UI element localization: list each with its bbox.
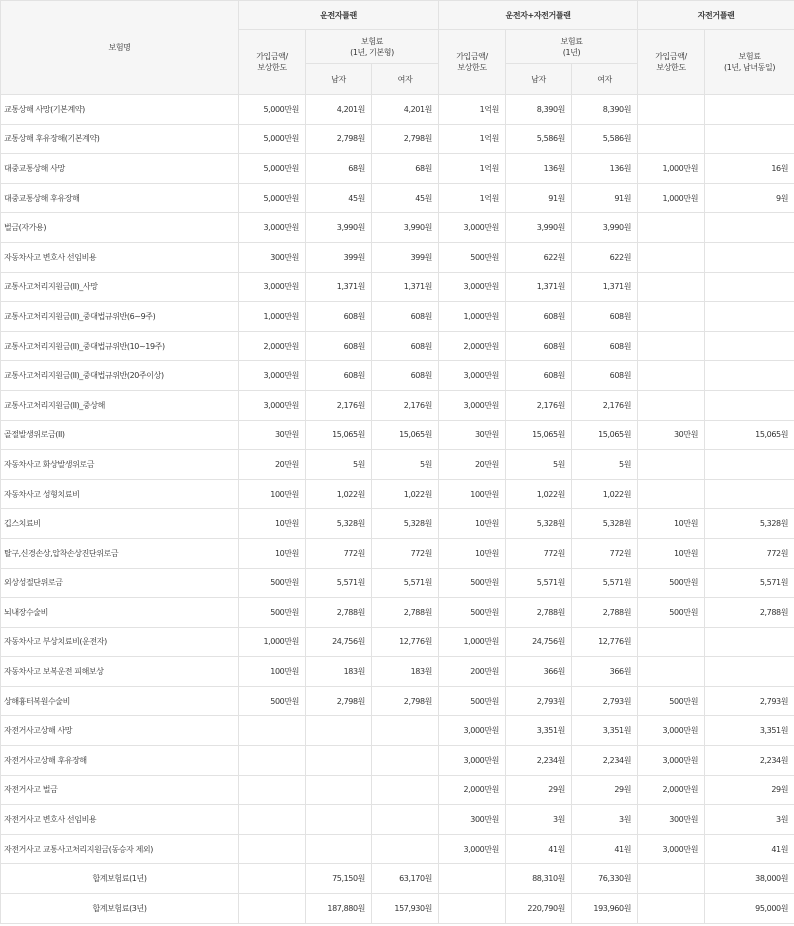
bike-amount-cell: 500만원 [638, 568, 705, 598]
bike-premium-cell [705, 361, 794, 391]
driver-amount-cell [239, 805, 306, 835]
driver-female-premium-cell: 2,788원 [372, 598, 439, 628]
driver-female-premium-cell: 2,176원 [372, 390, 439, 420]
coverage-name-cell: 자전거사고 변호사 선임비용 [1, 805, 239, 835]
table-row [1, 450, 794, 480]
bike-premium-cell [705, 242, 794, 272]
both-male-premium-cell: 622원 [506, 242, 572, 272]
driver-female-premium-cell [372, 805, 439, 835]
driver-amount-cell: 300만원 [239, 242, 306, 272]
bike-premium-cell: 9원 [705, 183, 794, 213]
driver-female-premium-cell: 2,798원 [372, 686, 439, 716]
coverage-name-cell: 교통사고처리지원금(II)_중대법규위반(10~19주) [1, 331, 239, 361]
bike-premium-cell: 2,793원 [705, 686, 794, 716]
driver-male-premium-cell: 3,990원 [306, 213, 372, 243]
bike-premium-cell [705, 479, 794, 509]
driver-female-premium-cell: 5원 [372, 450, 439, 480]
driver-female-premium-cell [372, 746, 439, 776]
driver-male-premium-cell [306, 716, 372, 746]
header-driver-premium: 보험료 (1년, 기본형) [306, 30, 439, 64]
bike-premium-cell: 41원 [705, 834, 794, 864]
bike-premium-cell: 2,788원 [705, 598, 794, 628]
table-row [1, 420, 794, 450]
both-amount-cell: 3,000만원 [439, 834, 506, 864]
driver-amount-cell: 100만원 [239, 479, 306, 509]
driver-female-premium-cell: 3,990원 [372, 213, 439, 243]
both-male-premium-cell: 15,065원 [506, 420, 572, 450]
coverage-name-cell: 대중교통상해 사망 [1, 154, 239, 184]
header-both-female: 여자 [572, 64, 638, 95]
table-row [1, 183, 794, 213]
bike-premium-cell: 15,065원 [705, 420, 794, 450]
driver-female-premium-cell: 608원 [372, 361, 439, 391]
both-male-premium-cell: 366원 [506, 657, 572, 687]
bike-premium-cell: 3,351원 [705, 716, 794, 746]
bike-amount-cell [638, 124, 705, 154]
both-male-premium-cell: 2,234원 [506, 746, 572, 776]
coverage-name-cell: 탈구,신경손상,압착손상진단위로금 [1, 538, 239, 568]
both-female-premium-cell: 1,371원 [572, 272, 638, 302]
driver-amount-cell: 3,000만원 [239, 213, 306, 243]
driver-amount-cell [239, 716, 306, 746]
both-amount-cell: 100만원 [439, 479, 506, 509]
header-bike-plan: 자전거플랜 [638, 1, 794, 30]
table-row [1, 686, 794, 716]
both-female-premium-cell: 5원 [572, 450, 638, 480]
bike-amount-cell [638, 864, 705, 894]
bike-total-cell: 95,000원 [705, 894, 794, 924]
both-female-premium-cell: 91원 [572, 183, 638, 213]
driver-amount-cell: 500만원 [239, 568, 306, 598]
header-bike-premium: 보험료 (1년, 남녀동일) [705, 30, 794, 95]
both-male-premium-cell: 3원 [506, 805, 572, 835]
driver-female-premium-cell: 1,371원 [372, 272, 439, 302]
driver-female-premium-cell [372, 775, 439, 805]
both-amount-cell: 10만원 [439, 538, 506, 568]
driver-amount-cell [239, 834, 306, 864]
both-amount-cell: 200만원 [439, 657, 506, 687]
both-male-premium-cell: 2,788원 [506, 598, 572, 628]
both-female-total-cell: 76,330원 [572, 864, 638, 894]
both-female-premium-cell: 1,022원 [572, 479, 638, 509]
driver-female-premium-cell: 5,571원 [372, 568, 439, 598]
driver-male-total-cell: 75,150원 [306, 864, 372, 894]
both-male-premium-cell: 1,371원 [506, 272, 572, 302]
driver-amount-cell: 3,000만원 [239, 272, 306, 302]
both-male-premium-cell: 5,586원 [506, 124, 572, 154]
driver-female-premium-cell: 5,328원 [372, 509, 439, 539]
driver-female-premium-cell: 772원 [372, 538, 439, 568]
both-female-premium-cell: 5,586원 [572, 124, 638, 154]
table-row [1, 302, 794, 332]
both-male-total-cell: 220,790원 [506, 894, 572, 924]
driver-male-premium-cell: 2,798원 [306, 686, 372, 716]
driver-female-premium-cell: 183원 [372, 657, 439, 687]
driver-amount-cell: 3,000만원 [239, 361, 306, 391]
total-label-cell: 합계보험료(3년) [1, 894, 239, 924]
both-amount-cell [439, 864, 506, 894]
table-row [1, 775, 794, 805]
both-amount-cell: 1,000만원 [439, 627, 506, 657]
header-driver-bike-plan: 운전자+자전거플랜 [439, 1, 638, 30]
table-row [1, 361, 794, 391]
both-female-premium-cell: 608원 [572, 331, 638, 361]
both-female-premium-cell: 608원 [572, 302, 638, 332]
both-amount-cell: 20만원 [439, 450, 506, 480]
both-female-premium-cell: 5,571원 [572, 568, 638, 598]
driver-amount-cell: 10만원 [239, 509, 306, 539]
header-insurance-name: 보험명 [1, 1, 239, 95]
bike-amount-cell: 3,000만원 [638, 716, 705, 746]
both-amount-cell: 3,000만원 [439, 361, 506, 391]
both-male-premium-cell: 24,756원 [506, 627, 572, 657]
both-female-premium-cell: 29원 [572, 775, 638, 805]
driver-amount-cell: 1,000만원 [239, 627, 306, 657]
driver-male-premium-cell [306, 775, 372, 805]
both-amount-cell: 3,000만원 [439, 272, 506, 302]
both-female-premium-cell: 8,390원 [572, 95, 638, 125]
both-female-premium-cell: 3원 [572, 805, 638, 835]
coverage-name-cell: 자전거사고상해 후유장해 [1, 746, 239, 776]
driver-male-premium-cell: 608원 [306, 302, 372, 332]
driver-amount-cell: 5,000만원 [239, 154, 306, 184]
driver-amount-cell: 20만원 [239, 450, 306, 480]
table-row [1, 627, 794, 657]
coverage-name-cell: 깁스치료비 [1, 509, 239, 539]
coverage-name-cell: 자전거사고 벌금 [1, 775, 239, 805]
both-female-premium-cell: 136원 [572, 154, 638, 184]
driver-male-premium-cell [306, 746, 372, 776]
coverage-name-cell: 자동차사고 변호사 선임비용 [1, 242, 239, 272]
both-male-premium-cell: 136원 [506, 154, 572, 184]
bike-amount-cell [638, 213, 705, 243]
driver-male-premium-cell: 2,798원 [306, 124, 372, 154]
bike-amount-cell [638, 242, 705, 272]
driver-amount-cell: 500만원 [239, 686, 306, 716]
both-female-premium-cell: 2,793원 [572, 686, 638, 716]
table-row [1, 538, 794, 568]
coverage-name-cell: 교통사고처리지원금(II)_사망 [1, 272, 239, 302]
header-driver-male: 남자 [306, 64, 372, 95]
driver-female-premium-cell: 45원 [372, 183, 439, 213]
bike-premium-cell [705, 627, 794, 657]
table-row [1, 598, 794, 628]
driver-amount-cell: 10만원 [239, 538, 306, 568]
both-male-premium-cell: 91원 [506, 183, 572, 213]
driver-amount-cell [239, 775, 306, 805]
driver-amount-cell: 1,000만원 [239, 302, 306, 332]
both-amount-cell: 1억원 [439, 124, 506, 154]
driver-female-premium-cell [372, 716, 439, 746]
driver-female-premium-cell [372, 834, 439, 864]
coverage-name-cell: 자동차사고 화상발생위로금 [1, 450, 239, 480]
bike-amount-cell [638, 95, 705, 125]
coverage-name-cell: 교통상해 후유장해(기본계약) [1, 124, 239, 154]
bike-amount-cell [638, 361, 705, 391]
bike-premium-cell [705, 213, 794, 243]
table-row [1, 272, 794, 302]
bike-amount-cell: 30만원 [638, 420, 705, 450]
coverage-name-cell: 골절발생위로금(II) [1, 420, 239, 450]
bike-amount-cell: 2,000만원 [638, 775, 705, 805]
bike-amount-cell [638, 302, 705, 332]
driver-amount-cell: 5,000만원 [239, 95, 306, 125]
bike-premium-cell: 772원 [705, 538, 794, 568]
driver-male-premium-cell: 1,022원 [306, 479, 372, 509]
coverage-name-cell: 자동차사고 보복운전 피해보상 [1, 657, 239, 687]
driver-male-premium-cell: 183원 [306, 657, 372, 687]
driver-female-premium-cell: 68원 [372, 154, 439, 184]
both-amount-cell: 1,000만원 [439, 302, 506, 332]
driver-amount-cell [239, 894, 306, 924]
both-female-premium-cell: 2,788원 [572, 598, 638, 628]
driver-male-premium-cell: 1,371원 [306, 272, 372, 302]
both-amount-cell: 300만원 [439, 805, 506, 835]
both-female-premium-cell: 2,234원 [572, 746, 638, 776]
driver-male-premium-cell [306, 834, 372, 864]
driver-male-premium-cell: 45원 [306, 183, 372, 213]
both-amount-cell: 10만원 [439, 509, 506, 539]
bike-amount-cell: 1,000만원 [638, 183, 705, 213]
driver-female-premium-cell: 399원 [372, 242, 439, 272]
driver-amount-cell [239, 746, 306, 776]
driver-amount-cell: 30만원 [239, 420, 306, 450]
both-male-premium-cell: 3,990원 [506, 213, 572, 243]
driver-male-total-cell: 187,880원 [306, 894, 372, 924]
both-male-premium-cell: 41원 [506, 834, 572, 864]
table-row [1, 716, 794, 746]
coverage-name-cell: 대중교통상해 후유장해 [1, 183, 239, 213]
driver-amount-cell: 100만원 [239, 657, 306, 687]
header-both-premium: 보험료 (1년) [506, 30, 638, 64]
coverage-name-cell: 벌금(자가용) [1, 213, 239, 243]
bike-amount-cell: 10만원 [638, 509, 705, 539]
header-both-amount: 가입금액/ 보상한도 [439, 30, 506, 95]
bike-amount-cell: 3,000만원 [638, 746, 705, 776]
both-female-premium-cell: 3,990원 [572, 213, 638, 243]
coverage-name-cell: 뇌내장수술비 [1, 598, 239, 628]
driver-female-premium-cell: 608원 [372, 331, 439, 361]
both-male-premium-cell: 2,176원 [506, 390, 572, 420]
bike-total-cell: 38,000원 [705, 864, 794, 894]
bike-premium-cell: 5,571원 [705, 568, 794, 598]
bike-amount-cell [638, 450, 705, 480]
both-female-premium-cell: 622원 [572, 242, 638, 272]
both-male-premium-cell: 5,328원 [506, 509, 572, 539]
bike-premium-cell [705, 331, 794, 361]
header-both-male: 남자 [506, 64, 572, 95]
coverage-name-cell: 자전거사고상해 사망 [1, 716, 239, 746]
table-row [1, 746, 794, 776]
both-female-premium-cell: 2,176원 [572, 390, 638, 420]
bike-premium-cell: 29원 [705, 775, 794, 805]
bike-amount-cell: 500만원 [638, 598, 705, 628]
driver-female-total-cell: 157,930원 [372, 894, 439, 924]
bike-premium-cell [705, 657, 794, 687]
both-amount-cell: 2,000만원 [439, 331, 506, 361]
table-row [1, 805, 794, 835]
driver-female-premium-cell: 15,065원 [372, 420, 439, 450]
header-driver-plan: 운전자플랜 [239, 1, 439, 30]
both-female-premium-cell: 15,065원 [572, 420, 638, 450]
driver-male-premium-cell: 5원 [306, 450, 372, 480]
both-amount-cell: 500만원 [439, 686, 506, 716]
bike-amount-cell: 300만원 [638, 805, 705, 835]
both-male-premium-cell: 1,022원 [506, 479, 572, 509]
both-female-premium-cell: 772원 [572, 538, 638, 568]
table-row [1, 509, 794, 539]
both-amount-cell [439, 894, 506, 924]
driver-male-premium-cell: 15,065원 [306, 420, 372, 450]
both-male-premium-cell: 8,390원 [506, 95, 572, 125]
both-male-premium-cell: 3,351원 [506, 716, 572, 746]
bike-premium-cell [705, 450, 794, 480]
bike-amount-cell: 500만원 [638, 686, 705, 716]
driver-female-premium-cell: 2,798원 [372, 124, 439, 154]
driver-male-premium-cell: 608원 [306, 331, 372, 361]
table-row [1, 568, 794, 598]
driver-male-premium-cell: 4,201원 [306, 95, 372, 125]
both-amount-cell: 3,000만원 [439, 390, 506, 420]
bike-amount-cell: 10만원 [638, 538, 705, 568]
driver-male-premium-cell: 2,788원 [306, 598, 372, 628]
driver-female-premium-cell: 4,201원 [372, 95, 439, 125]
both-female-total-cell: 193,960원 [572, 894, 638, 924]
both-amount-cell: 500만원 [439, 568, 506, 598]
coverage-name-cell: 교통상해 사망(기본계약) [1, 95, 239, 125]
both-amount-cell: 1억원 [439, 95, 506, 125]
both-amount-cell: 3,000만원 [439, 716, 506, 746]
bike-amount-cell [638, 894, 705, 924]
both-female-premium-cell: 41원 [572, 834, 638, 864]
table-row [1, 657, 794, 687]
both-male-premium-cell: 608원 [506, 302, 572, 332]
both-female-premium-cell: 5,328원 [572, 509, 638, 539]
both-female-premium-cell: 366원 [572, 657, 638, 687]
driver-male-premium-cell [306, 805, 372, 835]
both-female-premium-cell: 12,776원 [572, 627, 638, 657]
both-female-premium-cell: 3,351원 [572, 716, 638, 746]
coverage-name-cell: 교통사고처리지원금(II)_중상해 [1, 390, 239, 420]
coverage-name-cell: 교통사고처리지원금(II)_중대법규위반(6~9주) [1, 302, 239, 332]
coverage-name-cell: 외상성절단위로금 [1, 568, 239, 598]
bike-amount-cell [638, 627, 705, 657]
header-bike-amount: 가입금액/ 보상한도 [638, 30, 705, 95]
both-male-premium-cell: 5,571원 [506, 568, 572, 598]
both-amount-cell: 2,000만원 [439, 775, 506, 805]
both-male-premium-cell: 772원 [506, 538, 572, 568]
table-row [1, 95, 794, 125]
table-row [1, 834, 794, 864]
bike-premium-cell [705, 272, 794, 302]
driver-male-premium-cell: 2,176원 [306, 390, 372, 420]
coverage-name-cell: 자전거사고 교통사고처리지원금(동승자 제외) [1, 834, 239, 864]
table-row [1, 479, 794, 509]
bike-amount-cell [638, 479, 705, 509]
bike-amount-cell [638, 657, 705, 687]
total-row [1, 894, 794, 924]
driver-female-premium-cell: 608원 [372, 302, 439, 332]
driver-male-premium-cell: 608원 [306, 361, 372, 391]
driver-amount-cell: 5,000만원 [239, 183, 306, 213]
bike-amount-cell [638, 272, 705, 302]
bike-premium-cell: 5,328원 [705, 509, 794, 539]
coverage-name-cell: 자동차사고 부상치료비(운전자) [1, 627, 239, 657]
bike-amount-cell: 3,000만원 [638, 834, 705, 864]
driver-male-premium-cell: 5,571원 [306, 568, 372, 598]
total-label-cell: 합계보험료(1년) [1, 864, 239, 894]
bike-premium-cell [705, 390, 794, 420]
bike-premium-cell: 3원 [705, 805, 794, 835]
bike-amount-cell [638, 331, 705, 361]
driver-male-premium-cell: 5,328원 [306, 509, 372, 539]
table-row [1, 331, 794, 361]
both-amount-cell: 3,000만원 [439, 746, 506, 776]
driver-female-total-cell: 63,170원 [372, 864, 439, 894]
both-male-premium-cell: 608원 [506, 331, 572, 361]
both-amount-cell: 1억원 [439, 154, 506, 184]
coverage-name-cell: 자동차사고 성형치료비 [1, 479, 239, 509]
bike-premium-cell: 16원 [705, 154, 794, 184]
driver-amount-cell: 3,000만원 [239, 390, 306, 420]
coverage-name-cell: 교통사고처리지원금(II)_중대법규위반(20주이상) [1, 361, 239, 391]
table-row [1, 213, 794, 243]
driver-male-premium-cell: 772원 [306, 538, 372, 568]
driver-male-premium-cell: 24,756원 [306, 627, 372, 657]
bike-amount-cell: 1,000만원 [638, 154, 705, 184]
both-male-premium-cell: 2,793원 [506, 686, 572, 716]
header-driver-female: 여자 [372, 64, 439, 95]
bike-amount-cell [638, 390, 705, 420]
total-row [1, 864, 794, 894]
both-male-premium-cell: 29원 [506, 775, 572, 805]
bike-premium-cell [705, 302, 794, 332]
table-row [1, 390, 794, 420]
driver-female-premium-cell: 1,022원 [372, 479, 439, 509]
both-amount-cell: 3,000만원 [439, 213, 506, 243]
both-amount-cell: 500만원 [439, 242, 506, 272]
driver-female-premium-cell: 12,776원 [372, 627, 439, 657]
driver-amount-cell: 2,000만원 [239, 331, 306, 361]
table-row [1, 242, 794, 272]
both-female-premium-cell: 608원 [572, 361, 638, 391]
both-male-total-cell: 88,310원 [506, 864, 572, 894]
table-row [1, 124, 794, 154]
table-row [1, 154, 794, 184]
both-amount-cell: 1억원 [439, 183, 506, 213]
both-amount-cell: 30만원 [439, 420, 506, 450]
bike-premium-cell [705, 124, 794, 154]
driver-male-premium-cell: 399원 [306, 242, 372, 272]
bike-premium-cell [705, 95, 794, 125]
coverage-name-cell: 상해흉터복원수술비 [1, 686, 239, 716]
driver-amount-cell [239, 864, 306, 894]
both-male-premium-cell: 5원 [506, 450, 572, 480]
both-amount-cell: 500만원 [439, 598, 506, 628]
driver-amount-cell: 500만원 [239, 598, 306, 628]
driver-amount-cell: 5,000만원 [239, 124, 306, 154]
driver-male-premium-cell: 68원 [306, 154, 372, 184]
bike-premium-cell: 2,234원 [705, 746, 794, 776]
header-driver-amount: 가입금액/ 보상한도 [239, 30, 306, 95]
both-male-premium-cell: 608원 [506, 361, 572, 391]
